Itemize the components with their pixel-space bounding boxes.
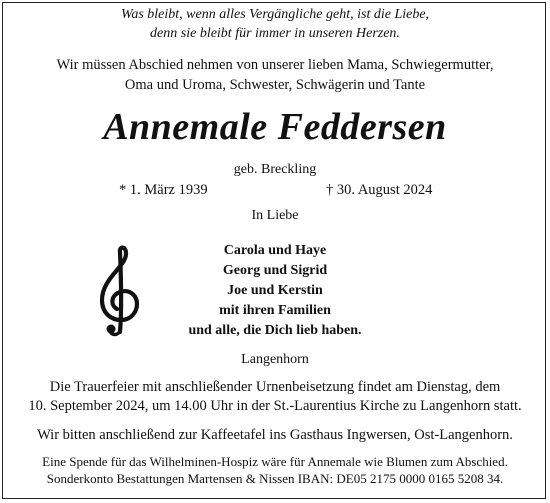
service-line-2: 10. September 2024, um 14.00 Uhr in der St.-Laurentius Kirche zu Langenhorn statt. bbox=[28, 398, 522, 414]
mourner-5: und alle, die Dich lieb haben. bbox=[188, 323, 362, 338]
death-date: † 30. August 2024 bbox=[326, 182, 433, 198]
verse-line-2: denn sie bleibt für immer in unseren Herzen. bbox=[150, 26, 400, 41]
mourners-heading: In Liebe bbox=[251, 208, 299, 223]
mourner-1: Carola und Haye bbox=[223, 243, 327, 258]
mourner-3: Joe und Kerstin bbox=[227, 283, 323, 298]
service-line-1: Die Trauerfeier mit anschließender Urnenbeisetzung findet am Dienstag, dem bbox=[49, 379, 501, 395]
birth-name: geb. Breckling bbox=[233, 162, 317, 177]
intro-line-1: Wir müssen Abschied nehmen von unserer lieben Mama, Schwiegermutter, bbox=[56, 57, 494, 73]
donation-line-1: Eine Spende für das Wilhelminen-Hospiz wäre für Annemale wie Blumen zum Abschied. bbox=[42, 454, 508, 469]
birth-date: * 1. März 1939 bbox=[119, 182, 208, 198]
mourners-place: Langenhorn bbox=[241, 352, 309, 367]
mourner-4: mit ihren Familien bbox=[219, 303, 331, 318]
verse-line-1: Was bleibt, wenn alles Vergängliche geht, ist die Liebe, bbox=[120, 7, 430, 22]
coffee-notice: Wir bitten anschließend zur Kaffeetafel ins Gasthaus Ingwersen, Ost-Langenhorn. bbox=[37, 427, 513, 443]
intro-line-2: Oma und Uroma, Schwester, Schwägerin und Tante bbox=[124, 77, 426, 93]
mourner-2: Georg und Sigrid bbox=[222, 263, 328, 278]
deceased-name: Annemale Feddersen bbox=[103, 106, 447, 148]
donation-line-2: Sonderkonto Bestattungen Martensen & Nissen IBAN: DE05 2175 0000 0165 5208 34. bbox=[46, 471, 504, 486]
